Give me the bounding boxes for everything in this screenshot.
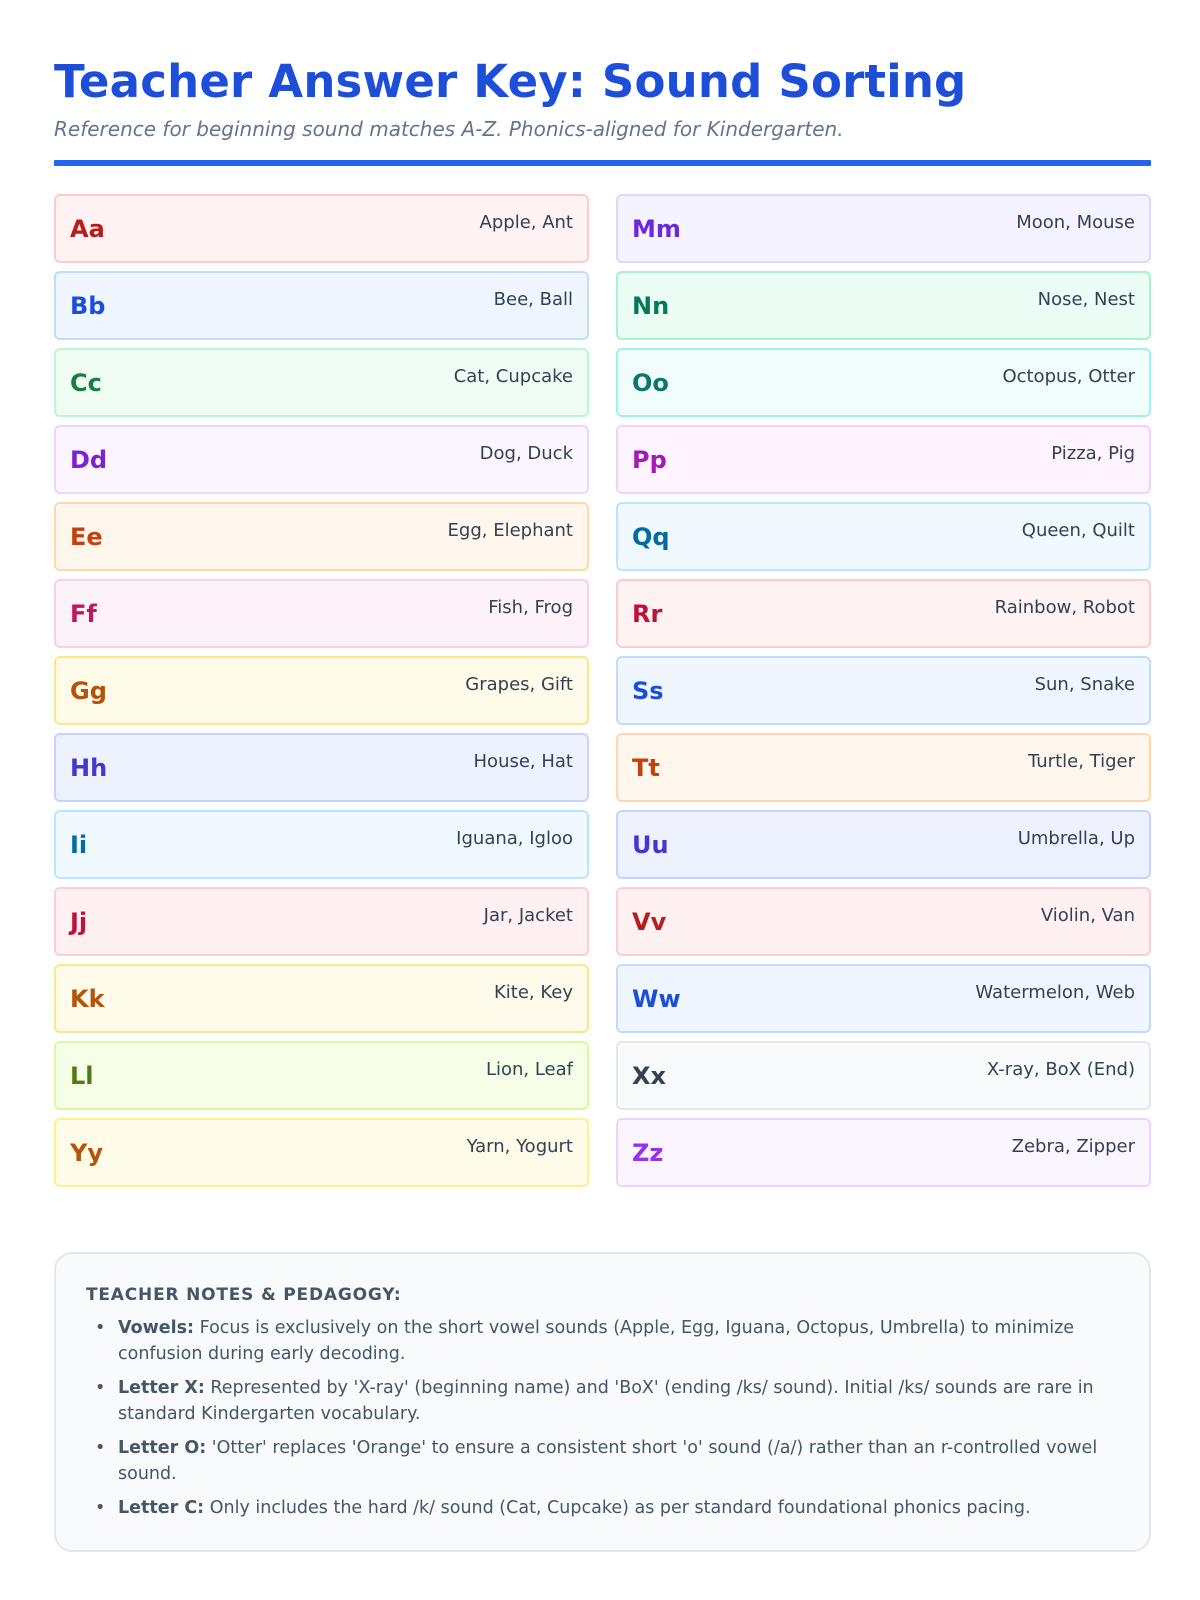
letter-label: Nn <box>632 292 670 320</box>
letter-card <box>54 1118 589 1187</box>
letter-card <box>54 194 589 263</box>
letter-words: Lion, Leaf <box>485 1059 573 1080</box>
letter-words: Octopus, Otter <box>1002 366 1135 387</box>
letter-label: Pp <box>632 446 667 474</box>
bullet-icon: • <box>95 1378 106 1398</box>
letter-card <box>616 425 1151 494</box>
letter-words: Watermelon, Web <box>975 982 1135 1003</box>
letter-words: Kite, Key <box>493 982 573 1003</box>
note-text: Represented by 'X-ray' (beginning name) and 'BoX' (ending /ks/ sound). Initial /ks/ sounds are rare in standard Kindergarten vocabulary. <box>118 1378 1094 1424</box>
letter-label: Bb <box>70 292 106 320</box>
note-text: Focus is exclusively on the short vowel sounds (Apple, Egg, Iguana, Octopus, Umbrella) to minimize confusion during early decoding. <box>118 1318 1075 1364</box>
note-lead: Letter O: <box>118 1438 207 1458</box>
note-item <box>86 1375 1119 1427</box>
letter-label: Ss <box>632 677 664 705</box>
note-text: Only includes the hard /k/ sound (Cat, Cupcake) as per standard foundational phonics pacing. <box>204 1498 1031 1518</box>
letter-words: Iguana, Igloo <box>456 828 573 849</box>
letter-label: Ll <box>70 1062 94 1090</box>
page-subtitle: Reference for beginning sound matches A-Z. Phonics-aligned for Kindergarten. <box>54 117 844 141</box>
note-item <box>86 1435 1119 1487</box>
letter-card <box>54 348 589 417</box>
letter-label: Mm <box>632 215 681 243</box>
letter-card <box>616 348 1151 417</box>
letter-card <box>616 810 1151 879</box>
letter-card <box>616 1041 1151 1110</box>
letter-label: Vv <box>632 908 667 936</box>
letter-label: Jj <box>70 908 88 936</box>
letter-words: House, Hat <box>473 751 573 772</box>
letter-grid <box>54 194 1151 1187</box>
title-divider <box>54 160 1151 166</box>
letter-card <box>54 810 589 879</box>
letter-card <box>616 964 1151 1033</box>
letter-card <box>616 502 1151 571</box>
letter-label: Zz <box>632 1139 664 1167</box>
notes-heading: TEACHER NOTES & PEDAGOGY: <box>86 1285 402 1305</box>
letter-label: Kk <box>70 985 105 1013</box>
letter-card <box>54 271 589 340</box>
bullet-icon: • <box>95 1438 106 1458</box>
note-item <box>86 1495 1119 1521</box>
letter-card <box>54 887 589 956</box>
letter-card <box>54 579 589 648</box>
letter-label: Gg <box>70 677 107 705</box>
letter-card <box>54 425 589 494</box>
note-lead: Letter X: <box>118 1378 205 1398</box>
letter-label: Oo <box>632 369 669 397</box>
letter-words: Umbrella, Up <box>1017 828 1135 849</box>
answer-key-page <box>54 52 1151 1187</box>
bullet-icon: • <box>95 1318 106 1338</box>
letter-words: Zebra, Zipper <box>1011 1136 1135 1157</box>
letter-card <box>54 1041 589 1110</box>
letter-words: Sun, Snake <box>1034 674 1135 695</box>
letter-label: Qq <box>632 523 670 551</box>
letter-words: Violin, Van <box>1040 905 1135 926</box>
letter-card <box>54 656 589 725</box>
letter-label: Ff <box>70 600 97 628</box>
note-item <box>86 1315 1119 1367</box>
letter-label: Ww <box>632 985 681 1013</box>
letter-words: Yarn, Yogurt <box>466 1136 573 1157</box>
page-title: Teacher Answer Key: Sound Sorting <box>54 55 967 108</box>
letter-label: Aa <box>70 215 105 243</box>
letter-words: Apple, Ant <box>479 212 573 233</box>
letter-card <box>616 656 1151 725</box>
letter-words: X-ray, BoX (End) <box>986 1059 1135 1080</box>
letter-label: Cc <box>70 369 102 397</box>
letter-card <box>616 887 1151 956</box>
teacher-notes-panel <box>54 1252 1151 1552</box>
letter-card <box>616 194 1151 263</box>
letter-label: Rr <box>632 600 663 628</box>
letter-words: Queen, Quilt <box>1021 520 1135 541</box>
note-lead: Letter C: <box>118 1498 205 1518</box>
letter-label: Dd <box>70 446 108 474</box>
letter-words: Nose, Nest <box>1037 289 1135 310</box>
letter-label: Ee <box>70 523 103 551</box>
letter-words: Dog, Duck <box>479 443 573 464</box>
letter-label: Tt <box>632 754 660 782</box>
note-lead: Vowels: <box>118 1318 195 1338</box>
letter-words: Jar, Jacket <box>483 905 573 926</box>
letter-card <box>616 733 1151 802</box>
letter-words: Bee, Ball <box>493 289 573 310</box>
letter-card <box>54 502 589 571</box>
letter-words: Fish, Frog <box>488 597 573 618</box>
letter-card <box>616 271 1151 340</box>
letter-words: Rainbow, Robot <box>994 597 1135 618</box>
letter-label: Yy <box>70 1139 104 1167</box>
letter-words: Grapes, Gift <box>465 674 573 695</box>
letter-words: Cat, Cupcake <box>453 366 573 387</box>
letter-words: Turtle, Tiger <box>1028 751 1135 772</box>
notes-list <box>86 1315 1119 1521</box>
letter-words: Moon, Mouse <box>1016 212 1135 233</box>
letter-card <box>54 964 589 1033</box>
letter-label: Xx <box>632 1062 666 1090</box>
letter-card <box>616 1118 1151 1187</box>
letter-label: Ii <box>70 831 88 859</box>
bullet-icon: • <box>95 1498 106 1518</box>
letter-card <box>616 579 1151 648</box>
letter-words: Egg, Elephant <box>447 520 573 541</box>
letter-words: Pizza, Pig <box>1051 443 1135 464</box>
letter-label: Hh <box>70 754 108 782</box>
letter-card <box>54 733 589 802</box>
note-text: 'Otter' replaces 'Orange' to ensure a consistent short 'o' sound (/a/) rather than an r-controlled vowel sound. <box>118 1438 1098 1484</box>
letter-label: Uu <box>632 831 669 859</box>
